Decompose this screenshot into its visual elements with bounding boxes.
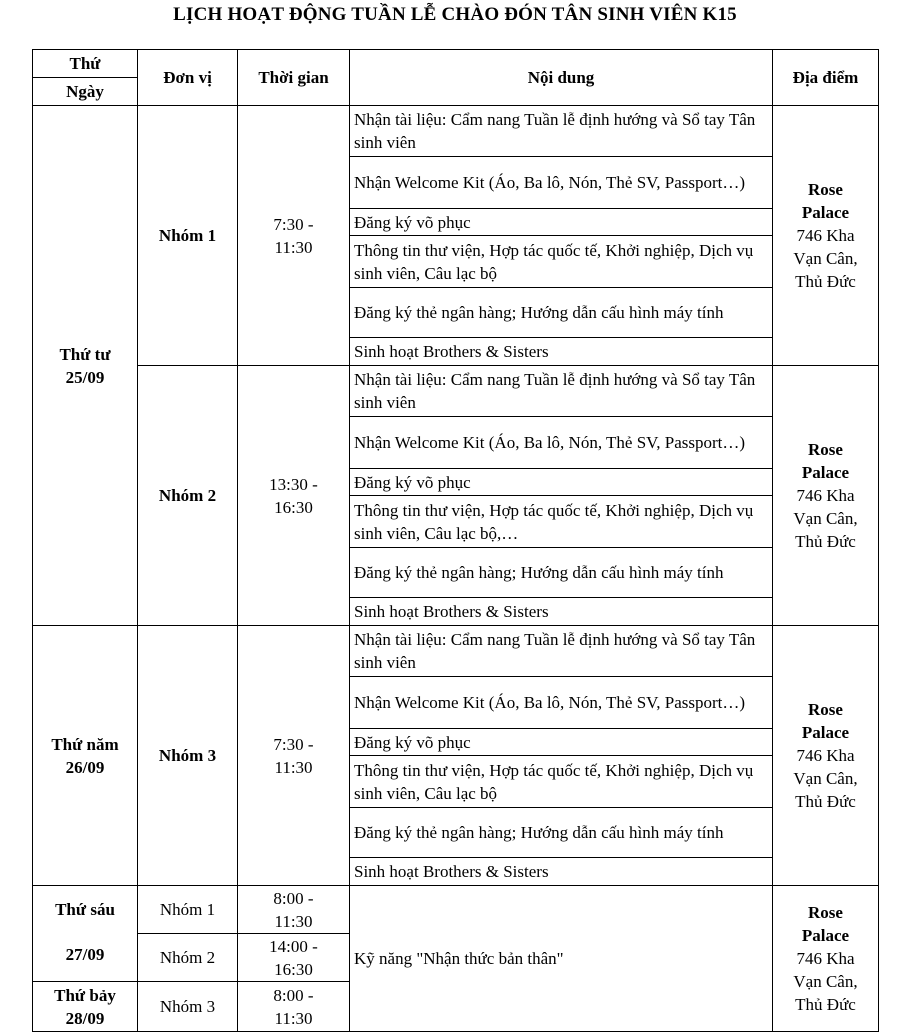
venue-cell xyxy=(773,886,879,1032)
venue-address: Thủ Đức xyxy=(795,272,856,291)
content-item: Sinh hoạt Brothers & Sisters xyxy=(350,858,773,886)
header-noi-dung: Nội dung xyxy=(350,50,773,106)
content-item: Nhận tài liệu: Cẩm nang Tuần lễ định hướng và Sổ tay Tân sinh viên xyxy=(350,366,773,417)
time-start: 8:00 - xyxy=(273,888,314,908)
header-thoi-gian: Thời gian xyxy=(238,50,350,106)
time-end: 16:30 xyxy=(274,497,313,517)
venue-name: Rose xyxy=(808,700,843,719)
time-cell xyxy=(238,366,350,626)
day-date: 26/09 xyxy=(65,757,105,777)
time-end: 16:30 xyxy=(274,959,313,979)
venue-address: Vạn Cân, xyxy=(793,509,858,528)
header-don-vi: Đơn vị xyxy=(138,50,238,106)
header-ngay: Ngày xyxy=(33,78,138,106)
content-item: Thông tin thư viện, Hợp tác quốc tế, Khởi nghiệp, Dịch vụ sinh viên, Câu lạc bộ,… xyxy=(350,496,773,548)
venue-name: Rose xyxy=(808,440,843,459)
venue-address: 746 Kha xyxy=(796,746,855,765)
day-name: Thứ tư xyxy=(59,344,111,364)
venue-name: Rose xyxy=(808,903,843,922)
venue-name: Palace xyxy=(801,463,850,482)
day-date: 27/09 xyxy=(65,945,105,964)
time-cell xyxy=(238,934,350,982)
time-start: 13:30 - xyxy=(269,474,318,494)
unit-cell: Nhóm 2 xyxy=(138,366,238,626)
content-item: Thông tin thư viện, Hợp tác quốc tế, Khởi nghiệp, Dịch vụ sinh viên, Câu lạc bộ xyxy=(350,756,773,808)
time-start: 7:30 - xyxy=(273,214,314,234)
venue-address: 746 Kha xyxy=(796,949,855,968)
time-cell xyxy=(238,982,350,1032)
header-thu: Thứ xyxy=(33,50,138,78)
time-cell xyxy=(238,886,350,934)
time-end: 11:30 xyxy=(274,757,313,777)
venue-cell xyxy=(773,626,879,886)
page-title: LỊCH HOẠT ĐỘNG TUẦN LỄ CHÀO ĐÓN TÂN SINH VIÊN K15 xyxy=(173,4,737,25)
venue-cell xyxy=(773,106,879,366)
time-start: 14:00 - xyxy=(269,936,318,956)
unit-cell: Nhóm 1 xyxy=(138,886,238,934)
venue-address: Thủ Đức xyxy=(795,792,856,811)
venue-name: Palace xyxy=(801,723,850,742)
time-start: 7:30 - xyxy=(273,734,314,754)
venue-name: Rose xyxy=(808,180,843,199)
venue-address: 746 Kha xyxy=(796,226,855,245)
unit-cell: Nhóm 3 xyxy=(138,626,238,886)
time-end: 11:30 xyxy=(274,237,313,257)
content-item: Nhận Welcome Kit (Áo, Ba lô, Nón, Thẻ SV, Passport…) xyxy=(350,677,773,729)
venue-address: Vạn Cân, xyxy=(793,249,858,268)
header-dia-diem: Địa điểm xyxy=(773,50,879,106)
content-item: Nhận tài liệu: Cẩm nang Tuần lễ định hướng và Sổ tay Tân sinh viên xyxy=(350,626,773,677)
content-item: Đăng ký võ phục xyxy=(350,469,773,496)
day-name: Thứ bảy xyxy=(54,985,116,1005)
content-item: Nhận Welcome Kit (Áo, Ba lô, Nón, Thẻ SV, Passport…) xyxy=(350,157,773,209)
time-start: 8:00 - xyxy=(273,985,314,1005)
venue-address: Thủ Đức xyxy=(795,532,856,551)
content-item: Đăng ký thẻ ngân hàng; Hướng dẫn cấu hình máy tính xyxy=(350,548,773,598)
venue-address: Thủ Đức xyxy=(795,995,856,1014)
venue-name: Palace xyxy=(801,926,850,945)
day-name: Thứ sáu xyxy=(55,900,115,919)
schedule-table xyxy=(32,49,879,1032)
unit-cell: Nhóm 3 xyxy=(138,982,238,1032)
venue-address: 746 Kha xyxy=(796,486,855,505)
content-item: Nhận Welcome Kit (Áo, Ba lô, Nón, Thẻ SV, Passport…) xyxy=(350,417,773,469)
content-item: Nhận tài liệu: Cẩm nang Tuần lễ định hướng và Sổ tay Tân sinh viên xyxy=(350,106,773,157)
time-end: 11:30 xyxy=(274,911,313,931)
day-name: Thứ năm xyxy=(51,734,119,754)
unit-cell: Nhóm 1 xyxy=(138,106,238,366)
content-item: Thông tin thư viện, Hợp tác quốc tế, Khởi nghiệp, Dịch vụ sinh viên, Câu lạc bộ xyxy=(350,236,773,288)
day-date: 25/09 xyxy=(65,367,105,387)
time-end: 11:30 xyxy=(274,1008,313,1028)
content-item: Kỹ năng "Nhận thức bản thân" xyxy=(350,886,773,1032)
venue-name: Palace xyxy=(801,203,850,222)
day-cell-fri xyxy=(33,886,138,982)
day-date: 28/09 xyxy=(65,1008,105,1028)
content-item: Sinh hoạt Brothers & Sisters xyxy=(350,598,773,626)
content-item: Đăng ký thẻ ngân hàng; Hướng dẫn cấu hình máy tính xyxy=(350,288,773,338)
venue-address: Vạn Cân, xyxy=(793,972,858,991)
content-item: Đăng ký võ phục xyxy=(350,209,773,236)
venue-address: Vạn Cân, xyxy=(793,769,858,788)
content-item: Đăng ký võ phục xyxy=(350,729,773,756)
content-item: Sinh hoạt Brothers & Sisters xyxy=(350,338,773,366)
day-cell-thu xyxy=(33,626,138,886)
time-cell xyxy=(238,106,350,366)
venue-cell xyxy=(773,366,879,626)
time-cell xyxy=(238,626,350,886)
day-cell-wed xyxy=(33,106,138,626)
day-cell-sat xyxy=(33,982,138,1032)
content-item: Đăng ký thẻ ngân hàng; Hướng dẫn cấu hình máy tính xyxy=(350,808,773,858)
unit-cell: Nhóm 2 xyxy=(138,934,238,982)
